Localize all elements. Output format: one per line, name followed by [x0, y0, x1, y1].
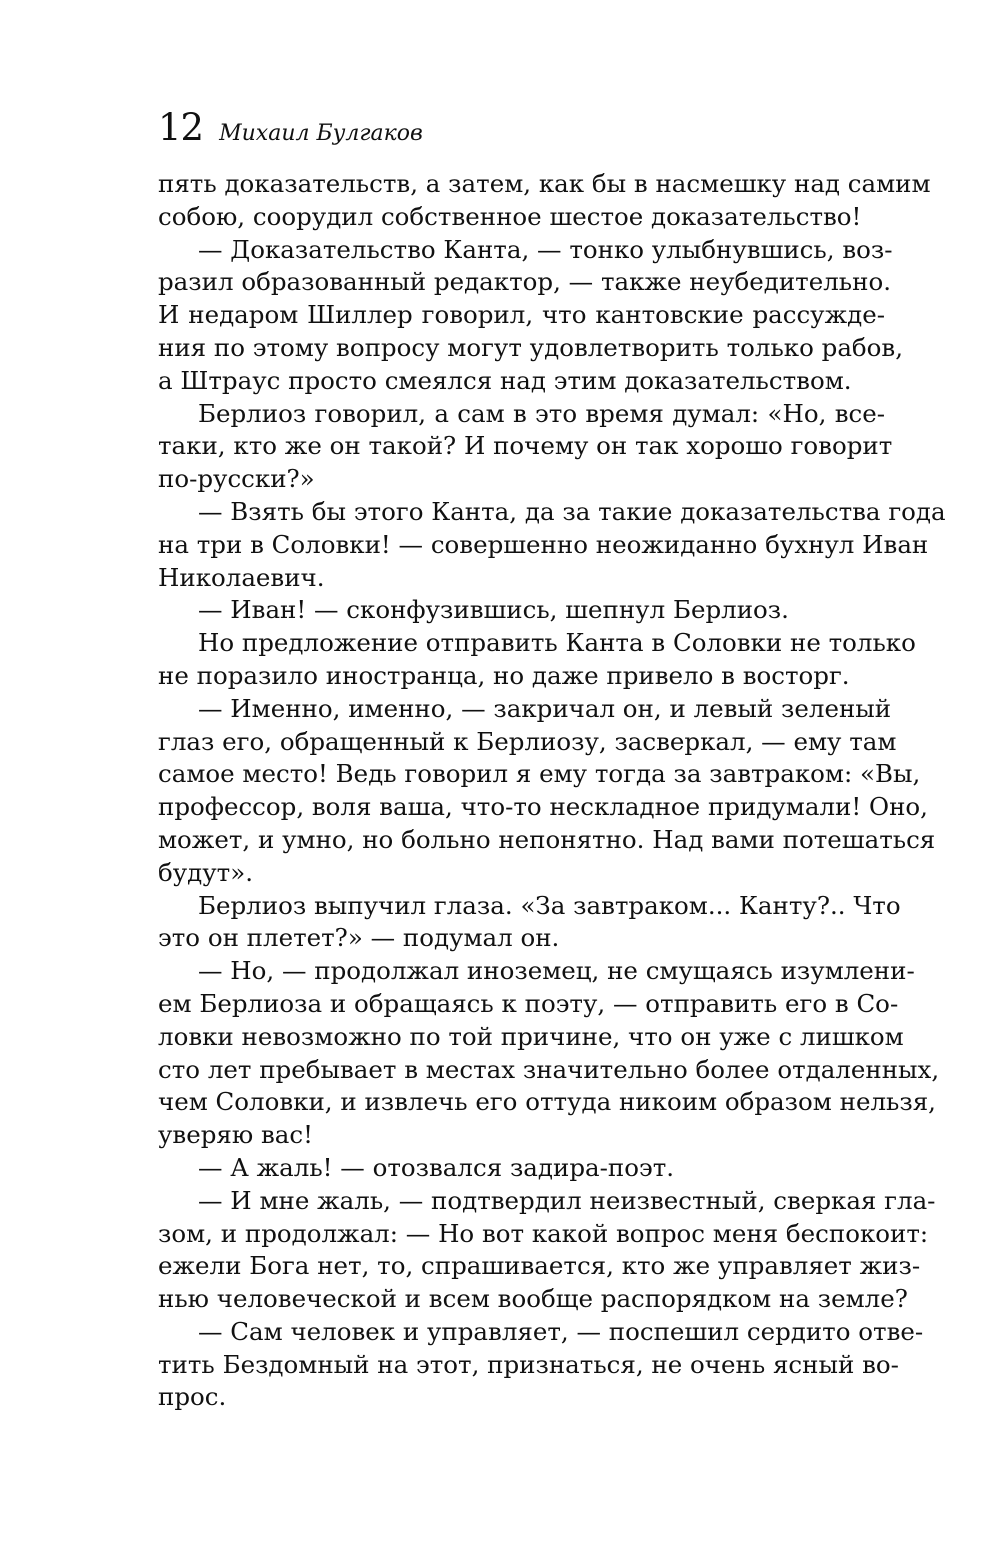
text-line: — Доказательство Канта, — тонко улыбнувшись, воз- [198, 234, 893, 264]
text-line: уверяю вас! [158, 1120, 313, 1150]
text-line: Николаевич. [158, 562, 325, 592]
text-line: — Взять бы этого Канта, да за такие доказательства года [198, 496, 946, 526]
text-line: таки, кто же он такой? И почему он так хорошо говорит [158, 431, 893, 461]
text-line: сто лет пребывает в местах значительно более отдаленных, [158, 1054, 940, 1084]
text-line: Берлиоз говорил, а сам в это время думал: «Но, все- [198, 398, 885, 428]
text-line: ния по этому вопросу могут удовлетворить только рабов, [158, 332, 904, 362]
text-line: Но предложение отправить Канта в Соловки не только [198, 628, 916, 658]
text-line: самое место! Ведь говорил я ему тогда за завтраком: «Вы, [158, 759, 921, 789]
text-line: будут». [158, 857, 253, 887]
text-line: ловки невозможно по той причине, что он уже с лишком [158, 1021, 904, 1051]
text-line: собою, соорудил собственное шестое доказательство! [158, 201, 862, 231]
running-head [158, 106, 423, 149]
running-head-author: Михаил Булгаков [219, 121, 423, 146]
text-line: — А жаль! — отозвался задира-поэт. [198, 1152, 675, 1182]
text-line: глаз его, обращенный к Берлиозу, засверкал, — ему там [158, 726, 897, 756]
page-number: 12 [158, 106, 204, 149]
text-line: — Именно, именно, — закричал он, и левый зеленый [198, 693, 892, 723]
text-line: чем Соловки, и извлечь его оттуда никоим образом нельзя, [158, 1087, 936, 1117]
text-line: а Штраус просто смеялся над этим доказательством. [158, 365, 852, 395]
text-line: профессор, воля ваша, что-то нескладное придумали! Оно, [158, 792, 928, 822]
text-line: — И мне жаль, — подтвердил неизвестный, сверкая гла- [198, 1185, 936, 1215]
body-text [158, 168, 946, 1414]
text-line: — Иван! — сконфузившись, шепнул Берлиоз. [198, 595, 789, 625]
text-line: не поразило иностранца, но даже привело в восторг. [158, 660, 850, 690]
text-line: Берлиоз выпучил глаза. «За завтраком... Канту?.. Что [198, 890, 901, 920]
text-line: ежели Бога нет, то, спрашивается, кто же управляет жиз- [158, 1251, 921, 1281]
text-line: по-русски?» [158, 464, 315, 494]
text-line: пять доказательств, а затем, как бы в насмешку над самим [158, 169, 931, 198]
text-line: тить Бездомный на этот, признаться, не очень ясный во- [158, 1349, 899, 1379]
text-line: нью человеческой и всем вообще распорядком на земле? [158, 1284, 908, 1314]
text-line: — Но, — продолжал иноземец, не смущаясь изумлени- [198, 956, 915, 986]
text-line: прос. [158, 1382, 227, 1412]
text-line: ем Берлиоза и обращаясь к поэту, — отправить его в Со- [158, 988, 899, 1018]
text-line: разил образованный редактор, — также неубедительно. [158, 267, 891, 297]
text-line: может, и умно, но больно непонятно. Над вами потешаться [158, 824, 936, 854]
text-line: зом, и продолжал: — Но вот какой вопрос меня беспокоит: [158, 1218, 929, 1248]
text-line: И недаром Шиллер говорил, что кантовские рассужде- [158, 300, 885, 330]
text-line: — Сам человек и управляет, — поспешил сердито отве- [198, 1316, 924, 1346]
text-line: на три в Соловки! — совершенно неожиданно бухнул Иван [158, 529, 929, 559]
text-line: это он плетет?» — подумал он. [158, 923, 560, 953]
